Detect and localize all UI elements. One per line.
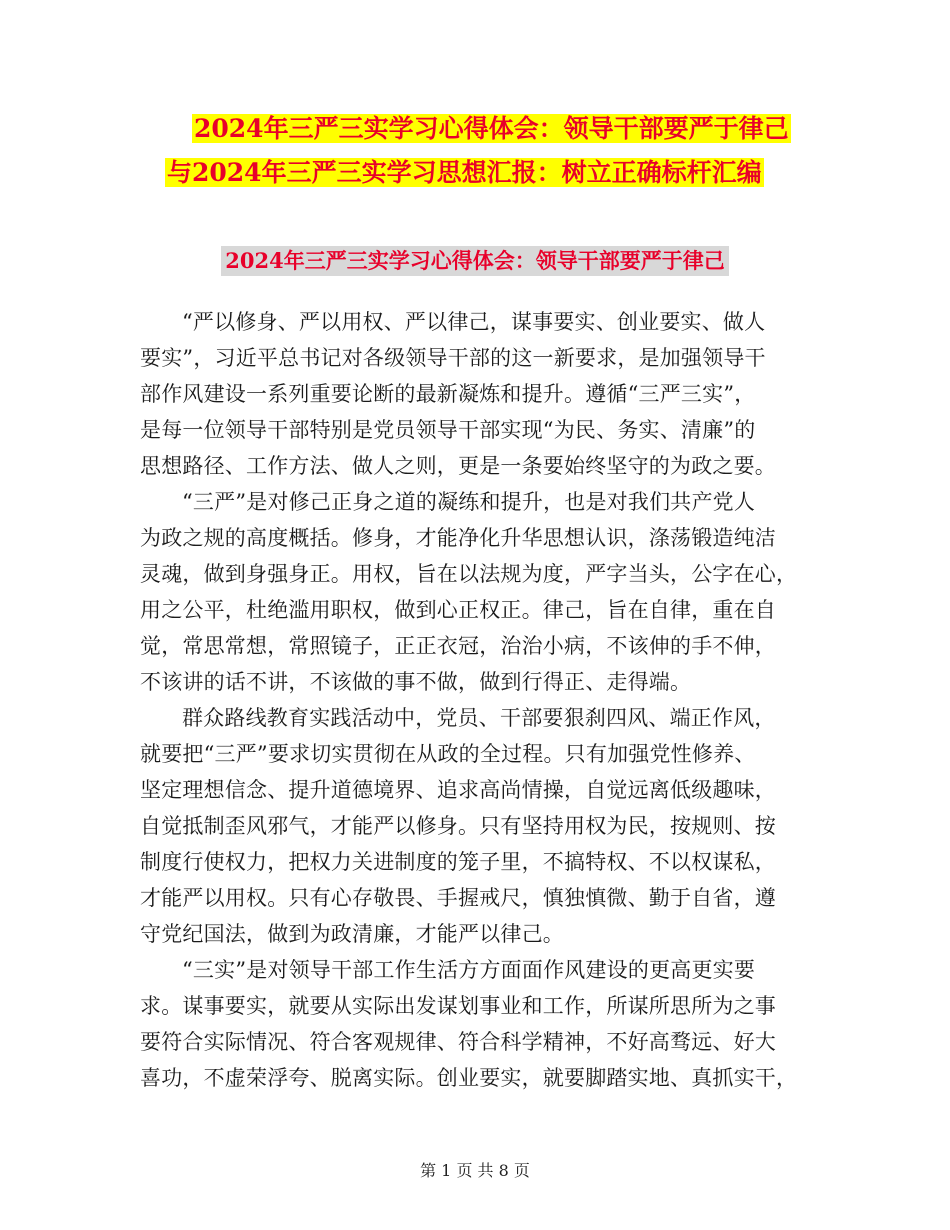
paragraph-line: 喜功，不虚荣浮夸、脱离实际。创业要实，就要脚踏实地、真抓实干， [140, 1066, 798, 1090]
paragraph-line: 是每一位领导干部特别是党员领导干部实现“为民、务实、清廉”的 [140, 418, 756, 442]
paragraph-line: 要实”，习近平总书记对各级领导干部的这一新要求，是加强领导干 [140, 346, 766, 370]
paragraph-line: 部作风建设一系列重要论断的最新凝炼和提升。遵循“三严三实”， [140, 382, 756, 406]
paragraph-line: 才能严以用权。只有心存敬畏、手握戒尺，慎独慎微、勤于自省，遵 [140, 886, 776, 910]
paragraph-line: 求。谋事要实，就要从实际出发谋划事业和工作，所谋所思所为之事 [140, 994, 776, 1018]
paragraph-line: 就要把“三严”要求切实贯彻在从政的全过程。只有加强党性修养、 [140, 742, 756, 766]
paragraph-1 [140, 304, 810, 484]
title-line-1-text: 2024年三严三实学习心得体会：领导干部要严于律己 [194, 114, 789, 143]
paragraph-line: 用之公平，杜绝滥用职权，做到心正权正。律己，旨在自律，重在自 [140, 598, 776, 622]
paragraph-line: 制度行使权力，把权力关进制度的笼子里，不搞特权、不以权谋私， [140, 850, 776, 874]
section-heading [0, 246, 950, 276]
paragraph-line: 自觉抵制歪风邪气，才能严以修身。只有坚持用权为民，按规则、按 [140, 814, 776, 838]
title-line-2-text: 与2024年三严三实学习思想汇报：树立正确标杆汇编 [167, 158, 762, 187]
title-line-1 [192, 112, 791, 146]
paragraph-line: 思想路径、工作方法、做人之则，更是一条要始终坚守的为政之要。 [140, 454, 776, 478]
paragraph-line: 群众路线教育实践活动中，党员、干部要狠刹四风、端正作风， [182, 706, 776, 730]
paragraph-line: 守党纪国法，做到为政清廉，才能严以律己。 [140, 922, 564, 946]
paragraph-2 [140, 484, 810, 700]
paragraph-3 [140, 700, 810, 952]
paragraph-line: 坚定理想信念、提升道德境界、追求高尚情操，自觉远离低级趣味， [140, 778, 776, 802]
paragraph-line: “三严”是对修己正身之道的凝练和提升，也是对我们共产党人 [182, 490, 756, 514]
section-heading-text: 2024年三严三实学习心得体会：领导干部要严于律己 [221, 246, 728, 276]
paragraph-line: “三实”是对领导干部工作生活方方面面作风建设的更高更实要 [182, 958, 756, 982]
paragraph-line: 要符合实际情况、符合客观规律、符合科学精神，不好高骛远、好大 [140, 1030, 776, 1054]
document-body [140, 304, 810, 1096]
title-line-2 [165, 156, 764, 190]
paragraph-line: 不该讲的话不讲，不该做的事不做，做到行得正、走得端。 [140, 670, 692, 694]
page-footer: 第 1 页 共 8 页 [420, 1161, 530, 1180]
paragraph-line: 灵魂，做到身强身正。用权，旨在以法规为度，严字当头，公字在心， [140, 562, 798, 586]
paragraph-line: 觉，常思常想，常照镜子，正正衣冠，治治小病，不该伸的手不伸， [140, 634, 776, 658]
paragraph-line: “严以修身、严以用权、严以律己，谋事要实、创业要实、做人 [182, 310, 766, 334]
paragraph-line: 为政之规的高度概括。修身，才能净化升华思想认识，涤荡锻造纯洁 [140, 526, 776, 550]
paragraph-4 [140, 952, 810, 1096]
